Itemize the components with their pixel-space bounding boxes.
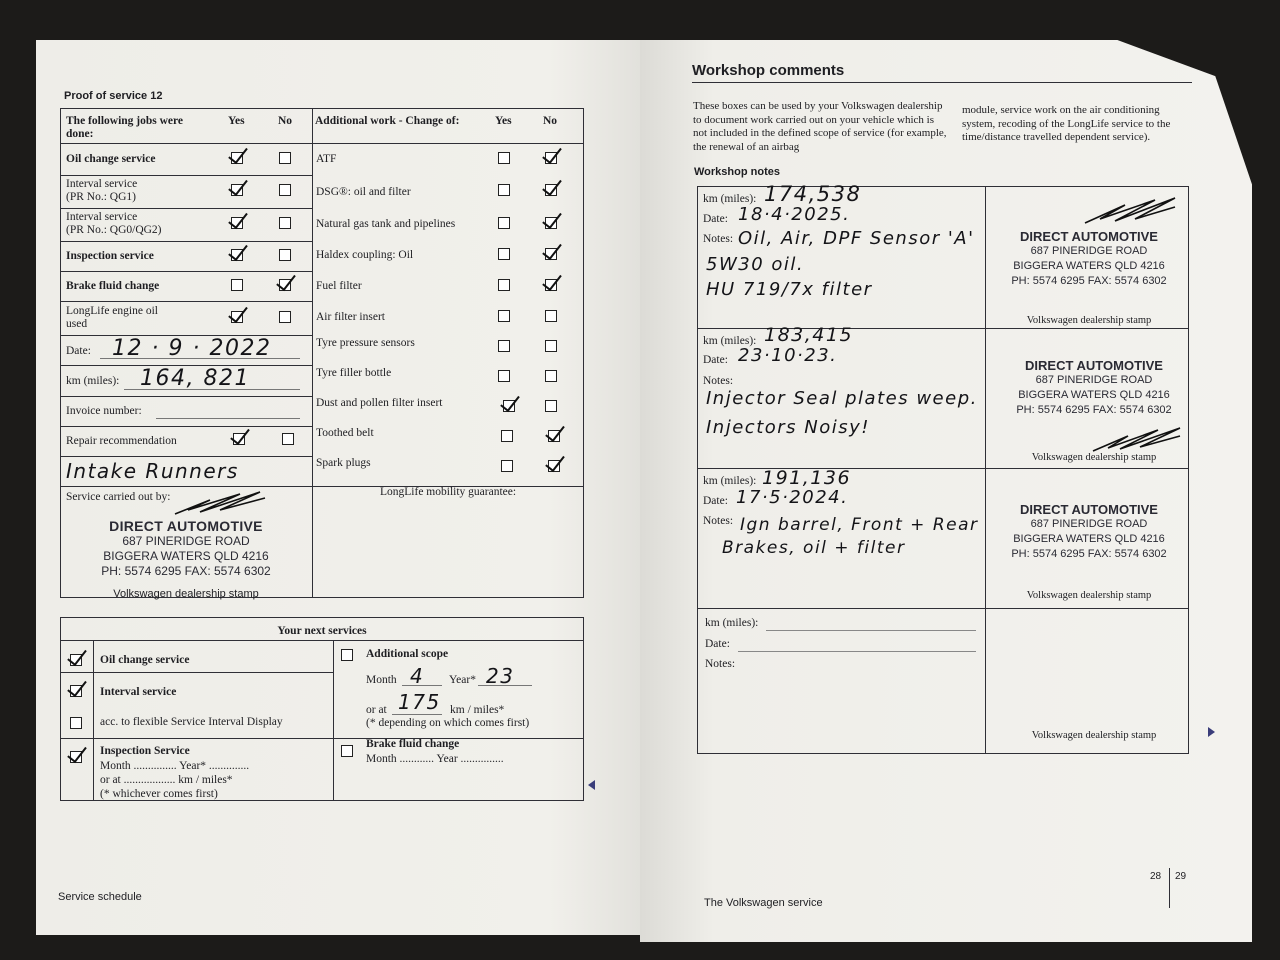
jobs-header: The following jobs were done: bbox=[66, 115, 184, 140]
additional-haldex-yes-checkbox[interactable] bbox=[498, 248, 510, 260]
additional-yes-header: Yes bbox=[495, 115, 512, 127]
additional-dust-pollen-no-checkbox[interactable] bbox=[545, 400, 557, 412]
dealer-stamp-1 bbox=[994, 229, 1184, 289]
job-inspection-yes-checkbox[interactable] bbox=[231, 249, 243, 261]
repair-yes-checkbox[interactable] bbox=[233, 433, 245, 445]
stamp-phone: PH: 5574 6295 FAX: 5574 6302 bbox=[101, 564, 271, 578]
repair-recommendation-label: Repair recommendation bbox=[66, 435, 177, 447]
next-month-label: Month bbox=[366, 674, 397, 686]
repair-note-handwritten: Intake Runners bbox=[66, 459, 239, 483]
entry1-date-label: Date: bbox=[703, 213, 728, 225]
job-interval-qg1-yes-checkbox[interactable] bbox=[231, 184, 243, 196]
additional-label-natural-gas: Natural gas tank and pipelines bbox=[316, 218, 456, 230]
additional-atf-no-checkbox[interactable] bbox=[545, 152, 557, 164]
job-brake-fluid-yes-checkbox[interactable] bbox=[231, 279, 243, 291]
entry2-notes-label: Notes: bbox=[703, 375, 734, 387]
job-label-brake-fluid: Brake fluid change bbox=[66, 280, 160, 292]
job-oil-change-yes-checkbox[interactable] bbox=[231, 152, 243, 164]
additional-fuel-filter-yes-checkbox[interactable] bbox=[498, 279, 510, 291]
additional-work-header: Additional work - Change of: bbox=[315, 115, 460, 127]
stamp1-address-1: 687 PINERIDGE ROAD bbox=[1030, 245, 1148, 257]
next-additional-scope-label: Additional scope bbox=[366, 648, 449, 660]
page-nav-arrow-right-icon bbox=[1208, 727, 1215, 737]
stamp3-name: DIRECT AUTOMOTIVE bbox=[1020, 502, 1158, 517]
additional-label-tyre-filler: Tyre filler bottle bbox=[316, 367, 392, 379]
next-oil-change-label: Oil change service bbox=[100, 654, 190, 666]
next-month-value: 4 bbox=[410, 664, 425, 688]
workshop-comments-title: Workshop comments bbox=[692, 62, 845, 79]
next-brake-fluid-label: Brake fluid change bbox=[366, 738, 460, 750]
additional-label-atf: ATF bbox=[316, 153, 337, 165]
entry3-km-value: 191,136 bbox=[762, 467, 852, 489]
additional-tyre-pressure-yes-checkbox[interactable] bbox=[498, 340, 510, 352]
stamp2-address-1: 687 PINERIDGE ROAD bbox=[1035, 374, 1153, 386]
entry2-km-label: km (miles): bbox=[703, 335, 757, 347]
stamp3-address-2: BIGGERA WATERS QLD 4216 bbox=[1013, 533, 1165, 545]
next-services-title: Your next services bbox=[277, 625, 367, 637]
additional-dust-pollen-yes-checkbox[interactable] bbox=[503, 400, 515, 412]
job-label-interval-qg1: Interval service (PR No.: QG1) bbox=[66, 178, 138, 203]
additional-tyre-pressure-no-checkbox[interactable] bbox=[545, 340, 557, 352]
entry1-notes-label: Notes: bbox=[703, 233, 734, 245]
job-label-interval-qg0: Interval service (PR No.: QG0/QG2) bbox=[66, 211, 162, 236]
yes-header: Yes bbox=[228, 115, 245, 127]
stamp1-name: DIRECT AUTOMOTIVE bbox=[1020, 229, 1158, 244]
intro-text-right: module, service work on the air conditioning system, recoding of the LongLife service to the time/distance travelled dependent service). bbox=[962, 104, 1171, 143]
stamp-caption-1: Volkswagen dealership stamp bbox=[1026, 315, 1152, 326]
stamp-caption-left: Volkswagen dealership stamp bbox=[113, 588, 259, 600]
page-nav-arrow-left-icon bbox=[588, 780, 595, 790]
additional-haldex-no-checkbox[interactable] bbox=[545, 248, 557, 260]
stamp-address-1: 687 PINERIDGE ROAD bbox=[122, 534, 250, 548]
job-interval-qg0-no-checkbox[interactable] bbox=[279, 217, 291, 229]
entry3-date-label: Date: bbox=[703, 495, 728, 507]
page-number-29: 29 bbox=[1175, 871, 1187, 882]
dealer-stamp-2 bbox=[1000, 358, 1188, 418]
mobility-guarantee-label: LongLife mobility guarantee: bbox=[380, 486, 517, 498]
stamp3-phone: PH: 5574 6295 FAX: 5574 6302 bbox=[1011, 548, 1167, 560]
stamp1-phone: PH: 5574 6295 FAX: 5574 6302 bbox=[1011, 275, 1167, 287]
additional-toothed-belt-no-checkbox[interactable] bbox=[548, 430, 560, 442]
next-interval-checkbox[interactable] bbox=[70, 685, 82, 697]
next-year-label: Year* bbox=[449, 674, 476, 686]
footer-volkswagen-service: The Volkswagen service bbox=[704, 897, 823, 909]
job-interval-qg0-yes-checkbox[interactable] bbox=[231, 217, 243, 229]
next-oil-change-checkbox[interactable] bbox=[70, 654, 82, 666]
next-or-at-label: or at bbox=[366, 704, 387, 716]
additional-tyre-filler-no-checkbox[interactable] bbox=[545, 370, 557, 382]
next-inspection-line3: (* whichever comes first) bbox=[100, 788, 218, 800]
service-carried-out-label: Service carried out by: bbox=[66, 491, 171, 503]
additional-gas-yes-checkbox[interactable] bbox=[498, 217, 510, 229]
page-number-28: 28 bbox=[1150, 871, 1162, 882]
stamp2-address-2: BIGGERA WATERS QLD 4216 bbox=[1018, 389, 1170, 401]
additional-label-tyre-pressure: Tyre pressure sensors bbox=[316, 337, 415, 349]
km-label: km (miles): bbox=[66, 375, 120, 387]
dealer-stamp-left bbox=[66, 518, 306, 579]
repair-no-checkbox[interactable] bbox=[282, 433, 294, 445]
additional-toothed-belt-yes-checkbox[interactable] bbox=[501, 430, 513, 442]
next-flexible-label: acc. to flexible Service Interval Display bbox=[100, 716, 283, 728]
stamp3-address-1: 687 PINERIDGE ROAD bbox=[1030, 518, 1148, 530]
additional-no-header: No bbox=[543, 115, 558, 127]
next-depending-label: (* depending on which comes first) bbox=[366, 717, 530, 729]
stamp-caption-3: Volkswagen dealership stamp bbox=[1026, 590, 1152, 601]
entry3-note-line1: Ign barrel, Front + Rear bbox=[740, 515, 979, 535]
dealer-stamp-3 bbox=[994, 502, 1184, 562]
date-label: Date: bbox=[66, 345, 91, 357]
next-km-miles-label: km / miles* bbox=[450, 704, 505, 716]
additional-dsg-no-checkbox[interactable] bbox=[545, 184, 557, 196]
additional-label-toothed-belt: Toothed belt bbox=[316, 427, 374, 439]
entry3-km-label: km (miles): bbox=[703, 475, 757, 487]
next-brake-fluid-checkbox[interactable] bbox=[341, 745, 353, 757]
signature-scribble-2 bbox=[1088, 424, 1184, 454]
job-brake-fluid-no-checkbox[interactable] bbox=[279, 279, 291, 291]
invoice-label: Invoice number: bbox=[66, 405, 142, 417]
signature-scribble-left bbox=[170, 488, 270, 518]
next-km-value: 175 bbox=[398, 690, 441, 714]
signature-scribble-1 bbox=[1080, 195, 1180, 227]
additional-fuel-filter-no-checkbox[interactable] bbox=[545, 279, 557, 291]
additional-dsg-yes-checkbox[interactable] bbox=[498, 184, 510, 196]
additional-air-filter-no-checkbox[interactable] bbox=[545, 310, 557, 322]
stamp-name: DIRECT AUTOMOTIVE bbox=[109, 518, 263, 534]
stamp-caption-4: Volkswagen dealership stamp bbox=[1031, 730, 1157, 741]
entry1-km-label: km (miles): bbox=[703, 193, 757, 205]
additional-spark-plugs-yes-checkbox[interactable] bbox=[501, 460, 513, 472]
job-label-oil-change: Oil change service bbox=[66, 153, 156, 165]
entry4-km-label: km (miles): bbox=[705, 617, 759, 629]
stamp1-address-2: BIGGERA WATERS QLD 4216 bbox=[1013, 260, 1165, 272]
entry3-date-value: 17·5·2024. bbox=[736, 487, 849, 508]
additional-tyre-filler-yes-checkbox[interactable] bbox=[498, 370, 510, 382]
additional-label-spark-plugs: Spark plugs bbox=[316, 457, 371, 469]
no-header: No bbox=[278, 115, 293, 127]
job-longlife-oil-no-checkbox[interactable] bbox=[279, 311, 291, 323]
entry1-note-line3: HU 719/7x filter bbox=[706, 279, 873, 300]
stamp2-name: DIRECT AUTOMOTIVE bbox=[1025, 358, 1163, 373]
next-interval-label: Interval service bbox=[100, 686, 177, 698]
entry3-notes-label: Notes: bbox=[703, 515, 734, 527]
job-oil-change-no-checkbox[interactable] bbox=[279, 152, 291, 164]
workshop-notes-header: Workshop notes bbox=[694, 166, 780, 178]
entry1-km-value: 174,538 bbox=[764, 182, 862, 206]
additional-atf-yes-checkbox[interactable] bbox=[498, 152, 510, 164]
job-label-longlife-oil: LongLife engine oil used bbox=[66, 305, 158, 330]
service-km-value: 164, 821 bbox=[140, 366, 250, 391]
entry3-note-line2: Brakes, oil + filter bbox=[722, 538, 906, 558]
footer-service-schedule: Service schedule bbox=[58, 891, 142, 903]
additional-label-fuel-filter: Fuel filter bbox=[316, 280, 362, 292]
next-flexible-checkbox[interactable] bbox=[70, 717, 82, 729]
next-inspection-line1: Month ............... Year* .............. bbox=[100, 760, 250, 772]
entry2-note-line2: Injectors Noisy! bbox=[706, 417, 870, 438]
entry1-date-value: 18·4·2025. bbox=[738, 204, 851, 225]
proof-of-service-title: Proof of service 12 bbox=[64, 90, 163, 102]
service-date-value: 12 · 9 · 2022 bbox=[112, 336, 272, 361]
additional-air-filter-yes-checkbox[interactable] bbox=[498, 310, 510, 322]
job-inspection-no-checkbox[interactable] bbox=[279, 249, 291, 261]
job-interval-qg1-no-checkbox[interactable] bbox=[279, 184, 291, 196]
entry1-note-line2: 5W30 oil. bbox=[706, 254, 805, 275]
additional-label-air-filter: Air filter insert bbox=[316, 311, 385, 323]
entry1-note-line1: Oil, Air, DPF Sensor 'A' bbox=[738, 228, 975, 249]
entry2-date-label: Date: bbox=[703, 354, 728, 366]
entry2-date-value: 23·10·23. bbox=[738, 345, 838, 366]
next-additional-scope-checkbox[interactable] bbox=[341, 649, 353, 661]
additional-label-haldex: Haldex coupling: Oil bbox=[316, 249, 414, 261]
stamp-caption-2: Volkswagen dealership stamp bbox=[1031, 452, 1157, 463]
entry4-notes-label: Notes: bbox=[705, 658, 736, 670]
additional-label-dust-pollen: Dust and pollen filter insert bbox=[316, 397, 443, 409]
next-inspection-line2: or at .................. km / miles* bbox=[100, 774, 233, 786]
intro-text-left: These boxes can be used by your Volkswagen dealership to document work carried out on your vehicle which is not included in the defined scope of service (for example, the renewal of an airbag bbox=[693, 100, 947, 153]
additional-label-dsg: DSG®: oil and filter bbox=[316, 186, 411, 198]
stamp-address-2: BIGGERA WATERS QLD 4216 bbox=[103, 549, 269, 563]
next-inspection-title: Inspection Service bbox=[100, 745, 190, 757]
additional-gas-no-checkbox[interactable] bbox=[545, 217, 557, 229]
job-label-inspection: Inspection service bbox=[66, 250, 154, 262]
next-inspection-checkbox[interactable] bbox=[70, 751, 82, 763]
next-brake-fluid-line: Month ............ Year ............... bbox=[366, 753, 504, 765]
entry2-note-line1: Injector Seal plates weep. bbox=[706, 388, 978, 409]
next-year-value: 23 bbox=[486, 664, 515, 688]
entry2-km-value: 183,415 bbox=[764, 324, 854, 346]
additional-spark-plugs-no-checkbox[interactable] bbox=[548, 460, 560, 472]
stamp2-phone: PH: 5574 6295 FAX: 5574 6302 bbox=[1016, 404, 1172, 416]
job-longlife-oil-yes-checkbox[interactable] bbox=[231, 311, 243, 323]
entry4-date-label: Date: bbox=[705, 638, 730, 650]
